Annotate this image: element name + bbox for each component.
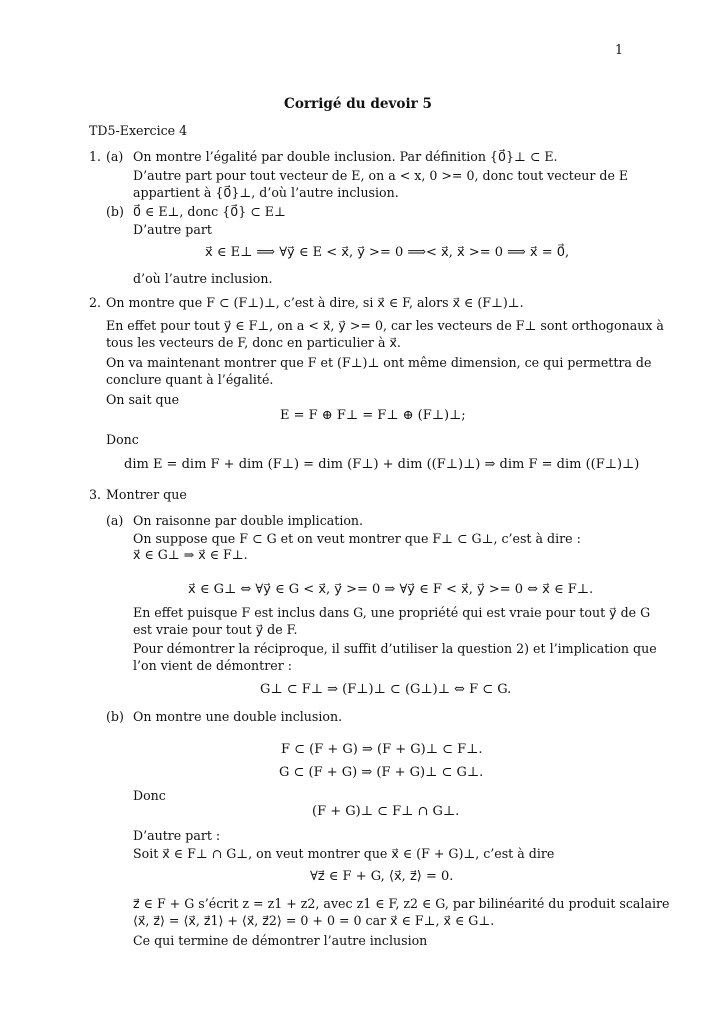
text-line: ⟨x⃗, z⃗⟩ = ⟨x⃗, z⃗1⟩ + ⟨x⃗, z⃗2⟩ = 0 + 0 = 0 car x⃗ ∈ F⊥, x⃗ ∈ G⊥. [133, 913, 495, 928]
text-line: z⃗ ∈ F + G s’écrit z = z1 + z2, avec z1 ∈ F, z2 ∈ G, par bilinéarité du produit scalaire [133, 896, 670, 911]
text-line: d’où l’autre inclusion. [133, 271, 273, 286]
text-line: tous les vecteurs de F, donc en particulier à x⃗. [106, 335, 401, 350]
text-line: (a) [106, 513, 124, 528]
display-equation: x⃗ ∈ G⊥ ⇔ ∀y⃗ ∈ G < x⃗, y⃗ >= 0 ⇒ ∀y⃗ ∈ F < x⃗, y⃗ >= 0 ⇔ x⃗ ∈ F⊥. [188, 582, 594, 597]
text-line: D’autre part : [133, 828, 221, 843]
display-equation: x⃗ ∈ E⊥ ⟹ ∀y⃗ ∈ E < x⃗, y⃗ >= 0 ⟹< x⃗, x⃗ >= 0 ⟹ x⃗ = 0⃗, [205, 245, 570, 260]
text-line: appartient à {0⃗}⊥, d’où l’autre inclusion. [133, 185, 399, 200]
text-line: 3. [89, 487, 102, 502]
text-line: 2. [89, 295, 102, 310]
page-number: 1 [615, 42, 624, 57]
text-line: On sait que [106, 392, 180, 407]
display-equation: G⊥ ⊂ F⊥ ⇒ (F⊥)⊥ ⊂ (G⊥)⊥ ⇔ F ⊂ G. [260, 682, 512, 697]
text-line: On suppose que F ⊂ G et on veut montrer que F⊥ ⊂ G⊥, c’est à dire : [133, 531, 581, 546]
text-line: (a) [106, 149, 124, 164]
text-line: Donc [106, 432, 139, 447]
display-equation: dim E = dim F + dim (F⊥) = dim (F⊥) + dim ((F⊥)⊥) ⇒ dim F = dim ((F⊥)⊥) [124, 457, 640, 472]
display-equation: (F + G)⊥ ⊂ F⊥ ∩ G⊥. [312, 804, 460, 819]
text-line: 0⃗ ∈ E⊥, donc {0⃗} ⊂ E⊥ [133, 204, 286, 219]
text-line: D’autre part pour tout vecteur de E, on a < x, 0 >= 0, donc tout vecteur de E [133, 168, 629, 183]
text-line: Soit x⃗ ∈ F⊥ ∩ G⊥, on veut montrer que x⃗ ∈ (F + G)⊥, c’est à dire [133, 846, 555, 861]
text-line: 1. [89, 149, 102, 164]
display-equation: ∀z⃗ ∈ F + G, ⟨x⃗, z⃗⟩ = 0. [310, 869, 454, 884]
exercise-label: TD5-Exercice 4 [89, 123, 188, 138]
text-line: (b) [106, 709, 124, 724]
text-line: On va maintenant montrer que F et (F⊥)⊥ ont même dimension, ce qui permettra de [106, 355, 652, 370]
text-line: On montre l’égalité par double inclusion. Par définition {0⃗}⊥ ⊂ E. [133, 149, 558, 164]
text-line: On raisonne par double implication. [133, 513, 364, 528]
text-line: Montrer que [106, 487, 187, 502]
text-line: x⃗ ∈ G⊥ ⇒ x⃗ ∈ F⊥. [133, 547, 248, 562]
text-line: Pour démontrer la réciproque, il suffit d’utiliser la question 2) et l’implication que [133, 641, 657, 656]
text-line: l’on vient de démontrer : [133, 658, 292, 673]
text-line: On montre que F ⊂ (F⊥)⊥, c’est à dire, si x⃗ ∈ F, alors x⃗ ∈ (F⊥)⊥. [106, 295, 524, 310]
text-line: On montre une double inclusion. [133, 709, 343, 724]
display-equation: G ⊂ (F + G) ⇒ (F + G)⊥ ⊂ G⊥. [279, 765, 484, 780]
text-line: Donc [133, 788, 166, 803]
text-line: D’autre part [133, 222, 212, 237]
text-line: conclure quant à l’égalité. [106, 372, 274, 387]
document-title: Corrigé du devoir 5 [284, 96, 433, 112]
text-line: Ce qui termine de démontrer l’autre inclusion [133, 933, 428, 948]
text-line: est vraie pour tout y⃗ de F. [133, 622, 298, 637]
display-equation: E = F ⊕ F⊥ = F⊥ ⊕ (F⊥)⊥; [280, 408, 466, 423]
display-equation: F ⊂ (F + G) ⇒ (F + G)⊥ ⊂ F⊥. [281, 742, 483, 757]
text-line: (b) [106, 204, 124, 219]
text-line: En effet puisque F est inclus dans G, une propriété qui est vraie pour tout y⃗ de G [133, 605, 651, 620]
text-line: En effet pour tout y⃗ ∈ F⊥, on a < x⃗, y⃗ >= 0, car les vecteurs de F⊥ sont orthogonaux à [106, 318, 664, 333]
